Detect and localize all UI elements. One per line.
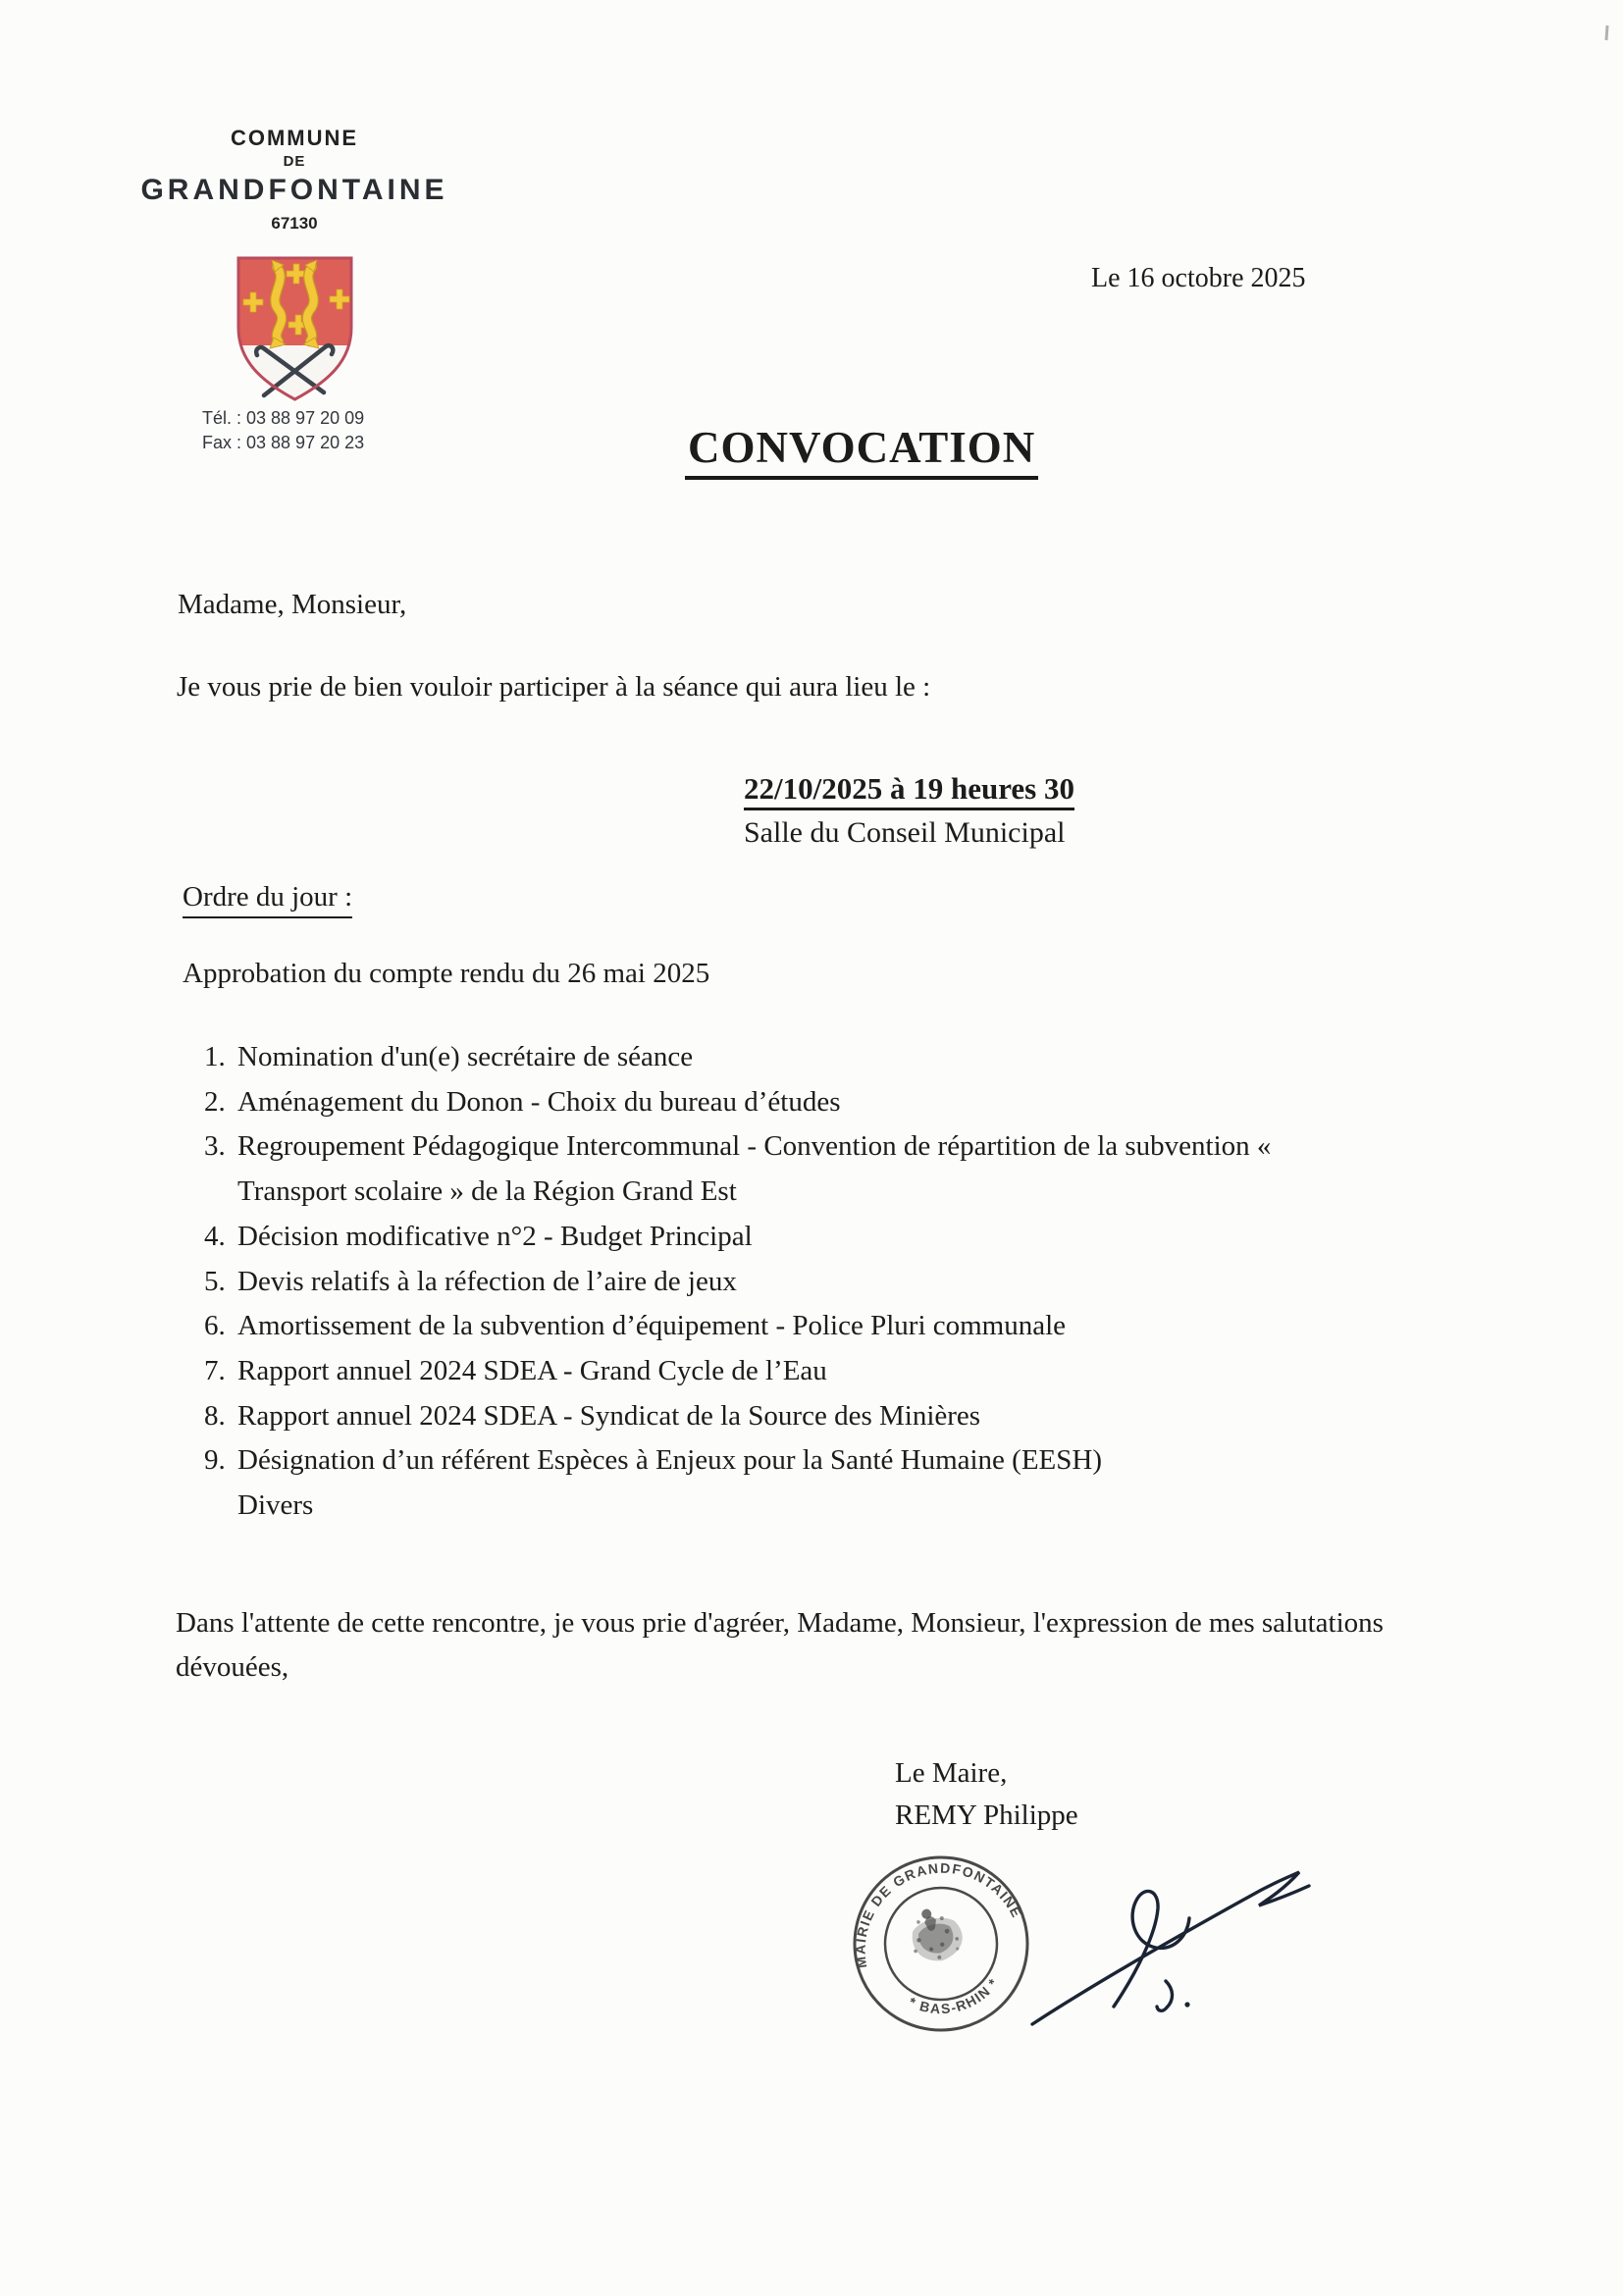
stamp-top-text: MAIRIE DE GRANDFONTAINE	[852, 1859, 1025, 1969]
agenda-item	[204, 1304, 1317, 1349]
meeting-block	[744, 771, 1074, 850]
signature-block	[895, 1752, 1078, 1837]
agenda-item-number: 7.	[204, 1354, 226, 1386]
agenda-item	[204, 1394, 1317, 1439]
agenda-item	[204, 1260, 1317, 1305]
agenda-item-text: Divers	[237, 1489, 314, 1522]
intro-paragraph: Je vous prie de bien vouloir participer à la séance qui aura lieu le :	[177, 671, 931, 703]
handwritten-signature	[1021, 1857, 1325, 2039]
commune-name: GRANDFONTAINE	[140, 174, 448, 206]
meeting-datetime: 22/10/2025 à 19 heures 30	[744, 771, 1074, 810]
agenda-item-number: 5.	[204, 1265, 226, 1297]
agenda-item-number	[204, 1484, 237, 1529]
meeting-location: Salle du Conseil Municipal	[744, 816, 1066, 849]
agenda-item-number: 3.	[204, 1130, 226, 1163]
phone-line: Tél. : 03 88 97 20 09	[202, 408, 365, 428]
agenda-list	[204, 1035, 1317, 1529]
fax-line: Fax : 03 88 97 20 23	[202, 433, 365, 452]
commune-word: COMMUNE	[230, 126, 359, 150]
contact-lines	[202, 406, 364, 455]
signatory-name: REMY Philippe	[895, 1800, 1078, 1831]
agenda-item-text: Décision modificative n°2 - Budget Principal	[237, 1220, 753, 1252]
commune-de: DE	[283, 153, 306, 170]
agenda-item-number: 4.	[204, 1220, 226, 1252]
salutation: Madame, Monsieur,	[178, 589, 407, 620]
agenda-item-number: 6.	[204, 1310, 226, 1342]
minutes-approval-line: Approbation du compte rendu du 26 mai 2025	[183, 958, 710, 989]
scan-artifact	[1604, 26, 1608, 40]
signatory-title: Le Maire,	[895, 1757, 1008, 1789]
agenda-heading: Ordre du jour :	[183, 881, 352, 918]
agenda-item-text: Nomination d'un(e) secrétaire de séance	[237, 1041, 694, 1072]
agenda-item	[204, 1080, 1317, 1125]
agenda-item	[204, 1035, 1317, 1080]
agenda-item	[204, 1215, 1317, 1260]
agenda-item	[204, 1349, 1317, 1394]
commune-header	[137, 126, 451, 234]
agenda-item-text: Amortissement de la subvention d’équipement - Police Pluri communale	[237, 1310, 1067, 1342]
coat-of-arms-icon	[234, 253, 356, 405]
agenda-item-number: 1.	[204, 1041, 226, 1072]
agenda-item-text: Devis relatifs à la réfection de l’aire de jeux	[237, 1265, 737, 1297]
letter-title: CONVOCATION	[685, 422, 1038, 480]
agenda-item	[204, 1438, 1317, 1484]
stamp-center-emblem	[905, 1903, 968, 1967]
agenda-item-text: Rapport annuel 2024 SDEA - Grand Cycle de l’Eau	[237, 1354, 827, 1386]
agenda-item-text: Désignation d’un référent Espèces à Enjeux pour la Santé Humaine (EESH)	[237, 1444, 1102, 1477]
letter-date: Le 16 octobre 2025	[1091, 263, 1306, 293]
agenda-item-number: 8.	[204, 1399, 226, 1432]
agenda-item-number: 2.	[204, 1085, 226, 1118]
agenda-item	[204, 1124, 1317, 1214]
closing-paragraph: Dans l'attente de cette rencontre, je vous prie d'agréer, Madame, Monsieur, l'expression de mes salutations dévouées,	[176, 1607, 1384, 1683]
agenda-item-text: Regroupement Pédagogique Intercommunal - Convention de répartition de la subvention « Transport scolaire » de la Région Grand Est	[237, 1130, 1272, 1208]
agenda-item-divers	[204, 1484, 1317, 1529]
agenda-item-number: 9.	[204, 1444, 226, 1477]
agenda-item-text: Rapport annuel 2024 SDEA - Syndicat de la Source des Minières	[237, 1399, 981, 1432]
stamp-bottom-text: * BAS-RHIN *	[906, 1974, 1002, 2017]
agenda-item-text: Aménagement du Donon - Choix du bureau d’études	[237, 1085, 841, 1118]
postal-code: 67130	[271, 214, 318, 233]
